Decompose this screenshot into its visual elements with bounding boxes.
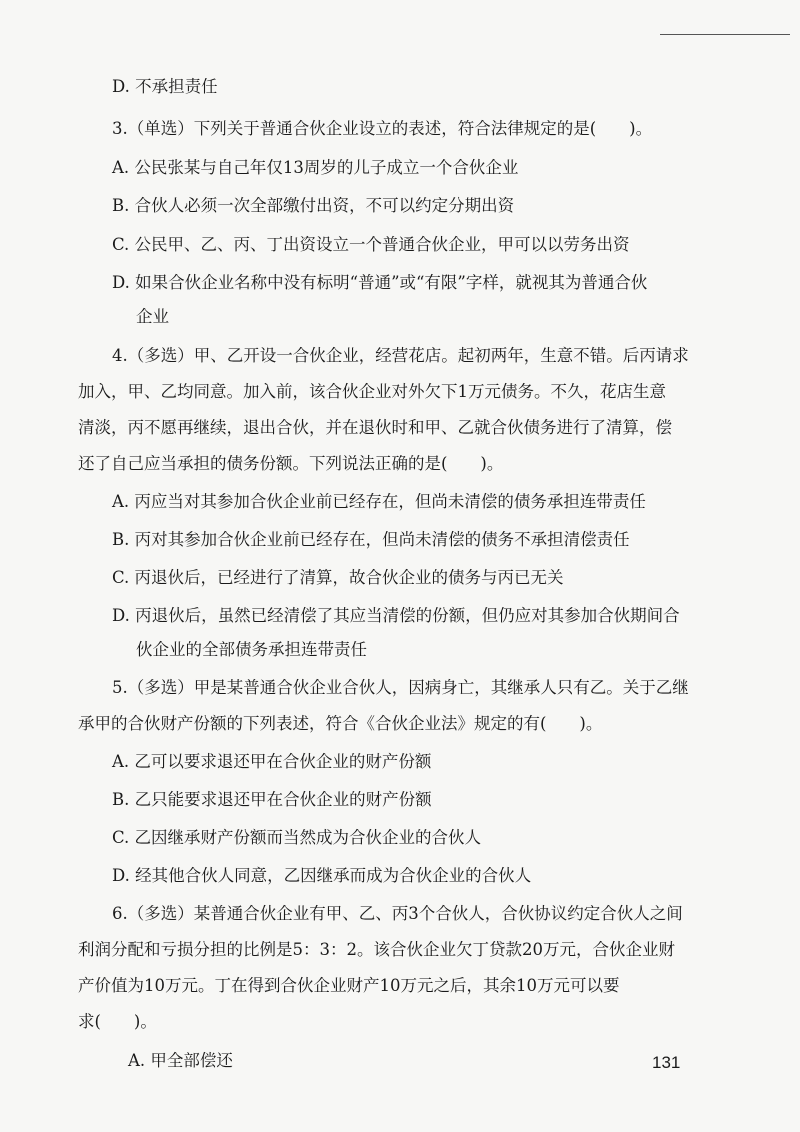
q4-option-a: A. 丙应当对其参加合伙企业前已经存在，但尚未清偿的债务承担连带责任: [112, 492, 646, 511]
q4-option-d: D. 丙退伙后，虽然已经清偿了其应当清偿的份额，但仍应对其参加合伙期间合: [112, 606, 680, 625]
q5-stem-2: 承甲的合伙财产份额的下列表述，符合《合伙企业法》规定的有( )。: [78, 714, 603, 733]
q3-stem: 3.（单选）下列关于普通合伙企业设立的表述，符合法律规定的是( )。: [112, 119, 653, 138]
q5-option-c: C. 乙因继承财产份额而当然成为合伙企业的合伙人: [112, 828, 482, 847]
q6-option-a: A. 甲全部偿还: [128, 1051, 233, 1070]
q5-option-b: B. 乙只能要求退还甲在合伙企业的财产份额: [112, 790, 432, 809]
q5-stem-1: 5.（多选）甲是某普通合伙企业合伙人，因病身亡，其继承人只有乙。关于乙继: [112, 678, 689, 697]
q4-option-b: B. 丙对其参加合伙企业前已经存在，但尚未清偿的债务不承担清偿责任: [112, 530, 630, 549]
q6-stem-2: 利润分配和亏损分担的比例是5：3：2。该合伙企业欠丁贷款20万元，合伙企业财: [78, 940, 675, 959]
q4-option-d-cont: 伙企业的全部债务承担连带责任: [136, 640, 367, 659]
q3-option-d: D. 如果合伙企业名称中没有标明“普通”或“有限”字样，就视其为普通合伙: [112, 273, 648, 292]
q4-stem-2: 加入，甲、乙均同意。加入前，该合伙企业对外欠下1万元债务。不久，花店生意: [78, 382, 666, 401]
q3-option-d-cont: 企业: [136, 307, 169, 326]
q3-option-c: C. 公民甲、乙、丙、丁出资设立一个普通合伙企业，甲可以以劳务出资: [112, 235, 630, 254]
q5-option-d: D. 经其他合伙人同意，乙因继承而成为合伙企业的合伙人: [112, 866, 532, 885]
q4-stem-1: 4.（多选）甲、乙开设一合伙企业，经营花店。起初两年，生意不错。后丙请求: [112, 346, 689, 365]
q4-stem-4: 还了自己应当承担的债务份额。下列说法正确的是( )。: [78, 454, 504, 473]
page-number: 131: [652, 1053, 681, 1072]
q2-option-d: D. 不承担责任: [112, 77, 218, 96]
q6-stem-1: 6.（多选）某普通合伙企业有甲、乙、丙3个合伙人，合伙协议约定合伙人之间: [112, 904, 683, 923]
header-rule: [660, 34, 790, 35]
q6-stem-4: 求( )。: [78, 1012, 157, 1031]
q4-option-c: C. 丙退伙后，已经进行了清算，故合伙企业的债务与丙已无关: [112, 568, 564, 587]
q5-option-a: A. 乙可以要求退还甲在合伙企业的财产份额: [112, 752, 432, 771]
q4-stem-3: 清淡，丙不愿再继续，退出合伙，并在退伙时和甲、乙就合伙债务进行了清算，偿: [78, 418, 672, 437]
q3-option-a: A. 公民张某与自己年仅13周岁的儿子成立一个合伙企业: [112, 158, 519, 177]
q6-stem-3: 产价值为10万元。丁在得到合伙企业财产10万元之后，其余10万元可以要: [78, 976, 620, 995]
q3-option-b: B. 合伙人必须一次全部缴付出资，不可以约定分期出资: [112, 196, 515, 215]
